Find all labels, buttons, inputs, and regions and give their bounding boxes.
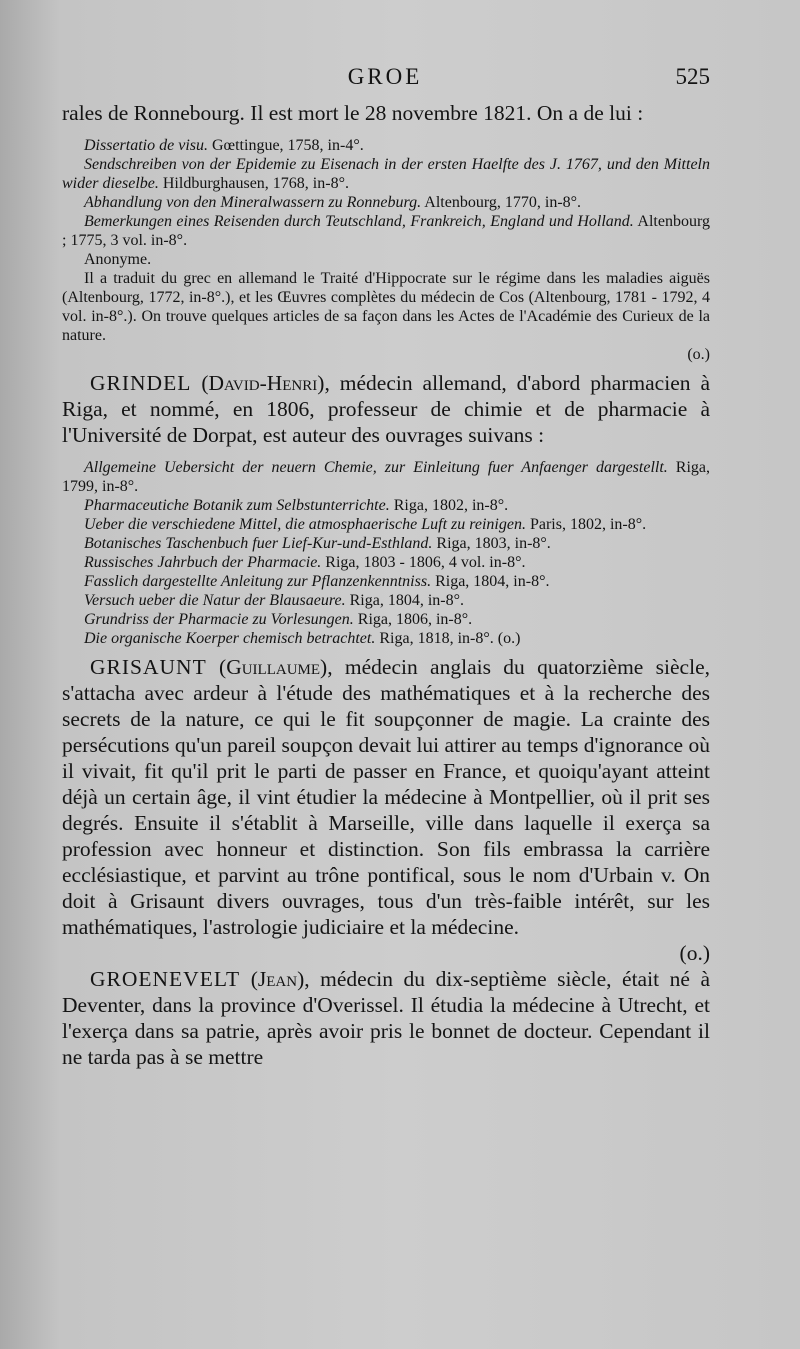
list-item: Grundriss der Pharmacie zu Vorlesungen. Riga, 1806, in-8°. [84, 611, 473, 628]
translation-note: Il a traduit du grec en allemand le Traité d'Hippocrate sur le régime dans les maladies aiguës (Altenbourg, 1772, in-8°.), et les Œuvres complètes du médecin de Cos (Altenbourg, 1781 - 1792, 4 vol. in-8°.). On trouve quelques articles de sa façon dans les Actes de l'Académie des Curieux de la nature. (o.) [62, 270, 710, 363]
list-item: Dissertatio de visu. Gœttingue, 1758, in-4°. [84, 137, 364, 154]
list-item: Ueber die verschiedene Mittel, die atmosphaerische Luft zu reinigen. Paris, 1802, in-8°. [84, 516, 647, 533]
entry-name: GROENEVELT [90, 967, 241, 991]
list-item: Bemerkungen eines Reisenden durch Teutschland, Frankreich, England und Holland. Altenbourg ; 1775, 3 vol. in-8°. [62, 213, 710, 249]
list-item: Allgemeine Uebersicht der neuern Chemie, zur Einleitung fuer Anfaenger dargestellt. Riga, 1799, in-8°. [62, 459, 711, 495]
running-title: GROE [347, 64, 423, 89]
signature: (o.) [687, 346, 710, 363]
entry-grisaunt: GRISAUNT (Guillaume), médecin anglais du quatorzième siècle, s'attacha avec ardeur à l'étude des mathématiques et à la recherche des secrets de la nature, ce qui le fit soupçonner de magie. La crainte des persécutions qu'un pareil soupçon devait lui attirer au temps d'ignorance où il vivait, fit qu'il prit le parti de passer en France, et quoiqu'ayant atteint déjà un certain âge, il vint étudier la médecine à Montpellier, où il prit ses degrés. Ensuite il s'établit à Marseille, ville dans laquelle il exerça sa profession avec honneur et distinction. Son fils embrassa la carrière ecclésiastique, et parvint au trône pontifical, sous le nom d'Urbain v. On doit à Grisaunt divers ouvrages, tous d'un très-faible intérêt, sur les mathématiques, l'astrologie judiciaire et la médecine. (o.) [62, 655, 710, 965]
entry-given-name: Guillaume [226, 655, 321, 679]
list-item: Botanisches Taschenbuch fuer Lief-Kur-und-Esthland. Riga, 1803, in-8°. [84, 535, 551, 552]
list-item: Pharmaceutiche Botanik zum Selbstunterrichte. Riga, 1802, in-8°. [84, 497, 509, 514]
groe-works-list [62, 136, 710, 364]
entry-grindel: GRINDEL (David-Henri), médecin allemand, d'abord pharmacien à Riga, et nommé, en 1806, professeur de chimie et de pharmacie à l'Université de Dorpat, est auteur des ouvrages suivans : [62, 371, 710, 447]
anonymous-note: Anonyme. [84, 251, 152, 268]
entry-name: GRISAUNT [90, 655, 207, 679]
grindel-works-list [62, 458, 710, 648]
page-number: 525 [675, 64, 710, 89]
entry-name: GRINDEL [90, 371, 192, 395]
entry-given-name: Jean [257, 967, 298, 991]
list-item: Sendschreiben von der Epidemie zu Eisenach in der ersten Haelfte des J. 1767, und den Mitteln wider dieselbe. Hildburghausen, 1768, in-8°. [62, 156, 710, 192]
entry-given-name: David-Henri [208, 371, 318, 395]
list-item: Versuch ueber die Natur der Blausaeure. Riga, 1804, in-8°. [84, 592, 464, 609]
entry-groenevelt: GROENEVELT (Jean), médecin du dix-septième siècle, était né à Deventer, dans la province d'Overissel. Il étudia la médecine à Utrecht, et l'exerça dans sa patrie, après avoir pris le bonnet de docteur. Cependant il ne tarda pas à se mettre [62, 967, 710, 1069]
list-item: Die organische Koerper chemisch betrachtet. Riga, 1818, in-8°. (o.) [84, 630, 521, 647]
page-header [60, 64, 710, 96]
continuation-paragraph: rales de Ronnebourg. Il est mort le 28 novembre 1821. On a de lui : [62, 101, 644, 125]
list-item: Abhandlung von den Mineralwassern zu Ronneburg. Altenbourg, 1770, in-8°. [84, 194, 582, 211]
signature: (o.) [679, 941, 710, 965]
page-body [62, 100, 710, 1070]
list-item: Russisches Jahrbuch der Pharmacie. Riga, 1803 - 1806, 4 vol. in-8°. [84, 554, 526, 571]
list-item: Fasslich dargestellte Anleitung zur Pflanzenkenntniss. Riga, 1804, in-8°. [84, 573, 550, 590]
signature: (o.) [497, 630, 521, 647]
